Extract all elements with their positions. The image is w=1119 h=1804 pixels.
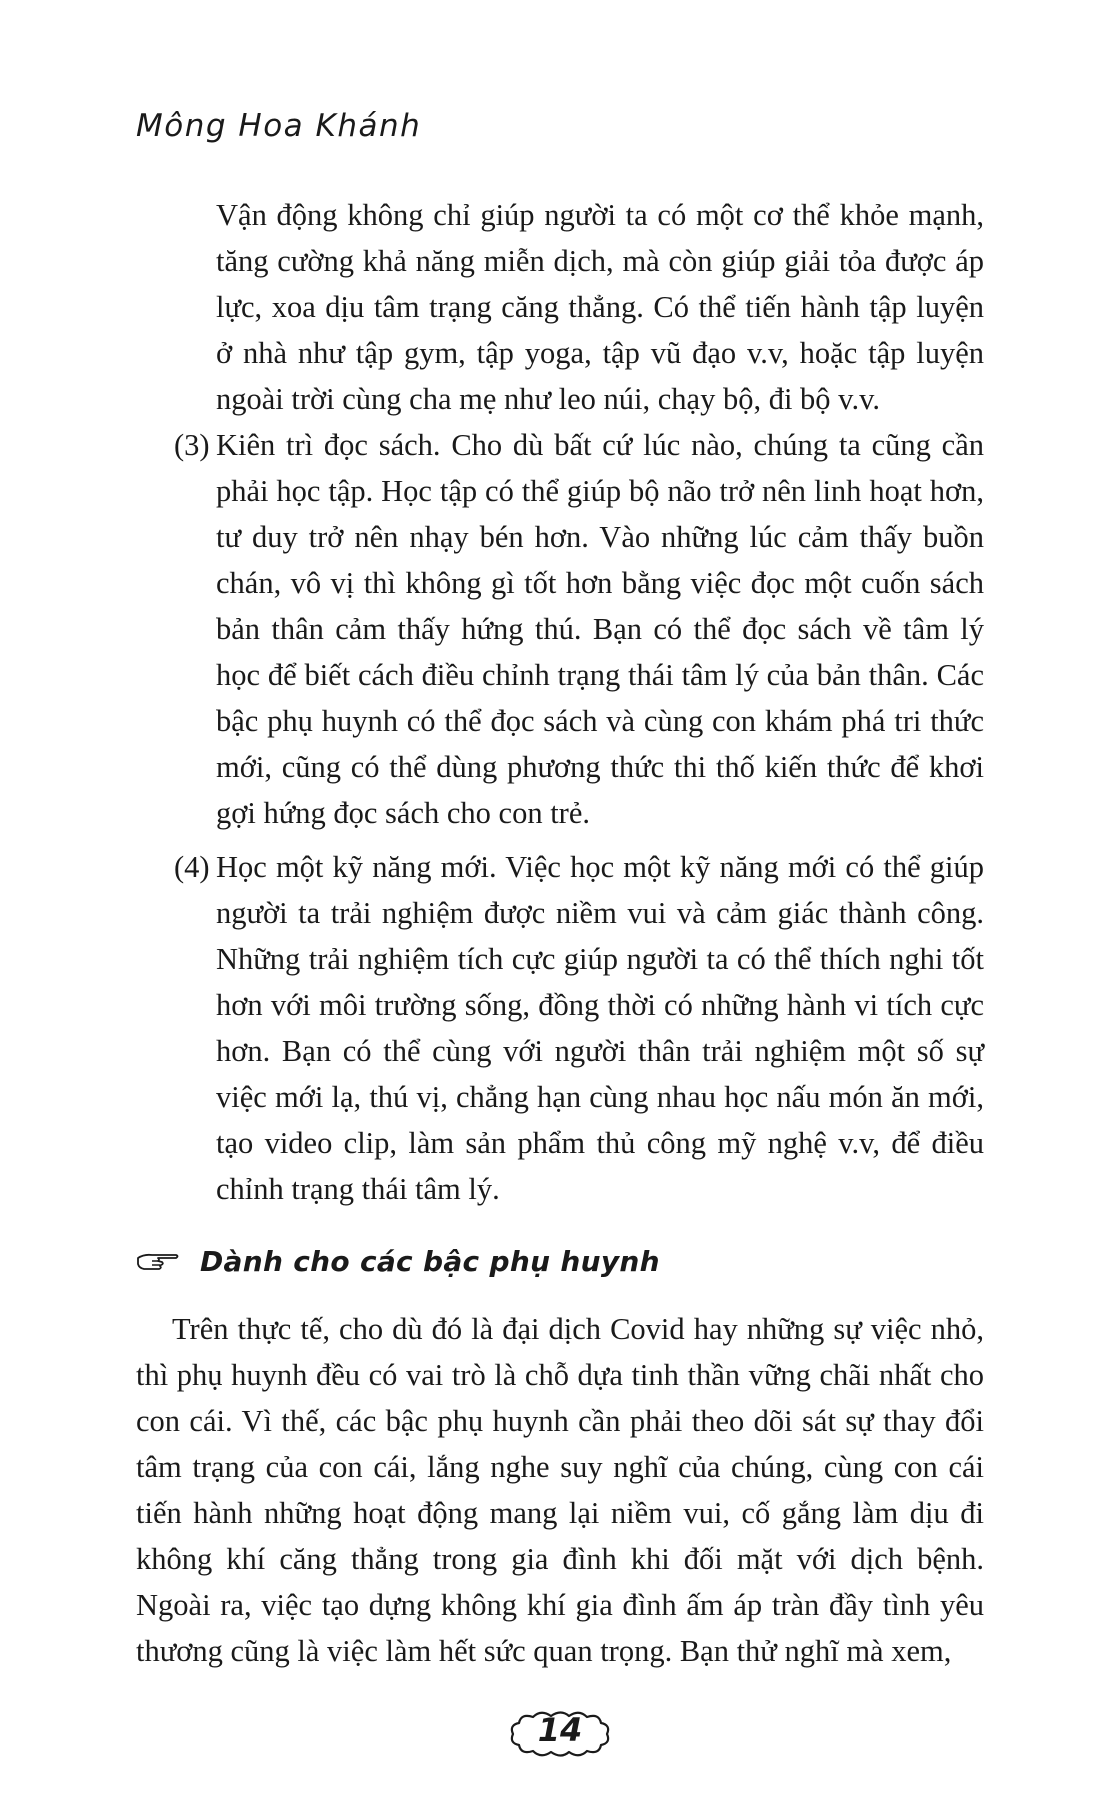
list-item-number: (4): [174, 850, 210, 884]
list-item-text: Học một kỹ năng mới. Việc học một kỹ năng mới có thể giúp người ta trải nghiệm được niềm vui và cảm giác thành công. Những trải nghiệm tích cực giúp người ta có thể thích nghi tốt hơn với môi trường sống, đồng thời có những hành vi tích cực hơn. Bạn có thể cùng với người thân trải nghiệm một số sự việc mới lạ, thú vị, chẳng hạn cùng nhau học nấu món ăn mới, tạo video clip, làm sản phẩm thủ công mỹ nghệ v.v, để điều chỉnh trạng thái tâm lý.: [216, 850, 984, 1206]
page-number: 14: [537, 1711, 583, 1749]
list-item-3: [174, 422, 984, 836]
list-item-number: (3): [174, 428, 210, 462]
parents-paragraph: Trên thực tế, cho dù đó là đại dịch Covid hay những sự việc nhỏ, thì phụ huynh đều có vai trò là chỗ dựa tinh thần vững chãi nhất cho con cái. Vì thế, các bậc phụ huynh cần phải theo dõi sát sự thay đổi tâm trạng của con cái, lắng nghe suy nghĩ của chúng, cùng con cái tiến hành những hoạt động mang lại niềm vui, cố gắng làm dịu đi không khí căng thẳng trong gia đình khi đối mặt với dịch bệnh. Ngoài ra, việc tạo dựng không khí gia đình ấm áp tràn đầy tình yêu thương cũng là việc làm hết sức quan trọng. Bạn thử nghĩ mà xem,: [136, 1312, 984, 1668]
section-heading: [136, 1245, 984, 1278]
list-item-text: Kiên trì đọc sách. Cho dù bất cứ lúc nào, chúng ta cũng cần phải học tập. Học tập có thể giúp bộ não trở nên linh hoạt hơn, tư duy trở nên nhạy bén hơn. Vào những lúc cảm thấy buồn chán, vô vị thì không gì tốt hơn bằng việc đọc một cuốn sách bản thân cảm thấy hứng thú. Bạn có thể đọc sách về tâm lý học để biết cách điều chỉnh trạng thái tâm lý của bản thân. Các bậc phụ huynh có thể đọc sách và cùng con khám phá tri thức mới, cũng có thể dùng phương thức thi thố kiến thức để khơi gợi hứng đọc sách cho con trẻ.: [216, 428, 984, 830]
intro-paragraph: Vận động không chỉ giúp người ta có một cơ thể khỏe mạnh, tăng cường khả năng miễn dịch, mà còn giúp giải tỏa được áp lực, xoa dịu tâm trạng căng thẳng. Có thể tiến hành tập luyện ở nhà như tập gym, tập yoga, tập vũ đạo v.v, hoặc tập luyện ngoài trời cùng cha mẹ như leo núi, chạy bộ, đi bộ v.v.: [216, 198, 984, 416]
page-number-badge: [505, 1705, 615, 1763]
section-heading-text: Dành cho các bậc phụ huynh: [200, 1245, 660, 1278]
running-head-author: Mông Hoa Khánh: [136, 108, 422, 144]
list-item-4: [174, 844, 984, 1212]
numbered-list: [174, 422, 984, 1212]
pointing-hand-icon: [136, 1250, 180, 1274]
